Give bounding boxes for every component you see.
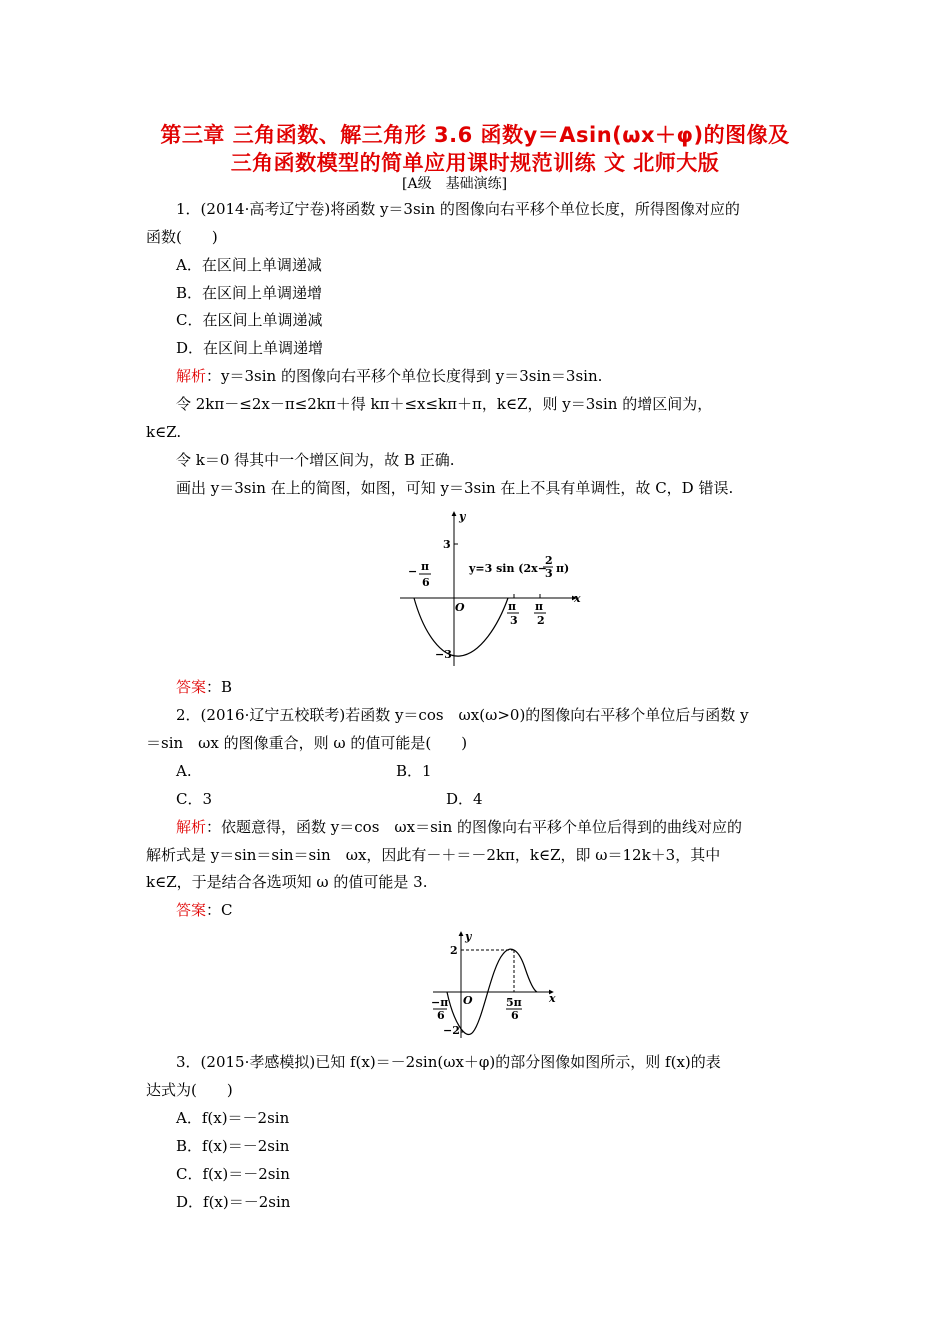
q2-answer-text: ：C bbox=[206, 901, 233, 919]
q1-analysis-label: 解析 bbox=[176, 367, 207, 385]
q1-answer-label: 答案 bbox=[176, 678, 207, 696]
q1-analysis-line-2: 令 2kπ－≤2x－π≤2kπ＋得 kπ＋≤x≤kπ＋π，k∈Z，则 y＝3sin 的增区间为， bbox=[176, 395, 713, 413]
q1-tick-neg3: −3 bbox=[435, 648, 452, 661]
q2-answer bbox=[176, 900, 233, 920]
q1-equation-a: y=3 sin (2x− bbox=[469, 562, 547, 575]
q3-origin-label: O bbox=[463, 994, 473, 1007]
q1-tick-3: 3 bbox=[443, 538, 451, 551]
q2-option-d: D．4 bbox=[446, 790, 483, 808]
q2-stem-line-2: ＝sin ωx 的图像重合，则 ω 的值可能是( ) bbox=[146, 734, 468, 752]
title-line-1: 第三章 三角函数、解三角形 3.6 函数y＝Asin(ωx＋φ)的图像及 bbox=[160, 123, 790, 147]
q3-tick-2: 2 bbox=[450, 944, 458, 957]
q1-option-d: D．在区间上单调递增 bbox=[176, 339, 324, 357]
q1-equation-num: 2 bbox=[545, 554, 553, 567]
q3-option-d: D．f(x)＝－2sin bbox=[176, 1193, 291, 1211]
q3-tick-five-pi: 5π bbox=[506, 996, 522, 1009]
q1-option-a: A．在区间上单调递减 bbox=[176, 256, 322, 274]
q1-tick-neg-sign: − bbox=[408, 565, 418, 578]
q1-option-b: B．在区间上单调递增 bbox=[176, 284, 323, 302]
q3-stem-line-2: 达式为( ) bbox=[146, 1081, 233, 1099]
q1-option-c: C．在区间上单调递减 bbox=[176, 311, 323, 329]
q1-stem-line-1: 1．(2014·高考辽宁卷)将函数 y＝3sin 的图像向右平移个单位长度，所得图像对应的 bbox=[176, 200, 740, 218]
q1-tick-pi-3: π bbox=[535, 600, 544, 613]
q1-tick-three-d: 3 bbox=[510, 614, 518, 627]
q2-analysis-line-1 bbox=[176, 817, 742, 837]
q3-tick-neg-pi: −π bbox=[431, 996, 449, 1009]
q3-option-b: B．f(x)＝－2sin bbox=[176, 1137, 290, 1155]
q1-analysis-line-3: k∈Z. bbox=[146, 423, 182, 441]
q3-tick-neg2: −2 bbox=[443, 1024, 460, 1037]
q3-stem-line-1: 3．(2015·孝感模拟)已知 f(x)＝－2sin(ωx＋φ)的部分图像如图所示，则 f(x)的表 bbox=[176, 1053, 721, 1071]
title-line-2: 三角函数模型的简单应用课时规范训练 文 北师大版 bbox=[230, 151, 720, 175]
q1-answer-text: ：B bbox=[206, 678, 233, 696]
q2-analysis-text-1: ：依题意得，函数 y＝cos ωx＝sin 的图像向右平移个单位后得到的曲线对应的 bbox=[206, 818, 743, 836]
q1-origin-label: O bbox=[455, 601, 465, 614]
q2-analysis-label: 解析 bbox=[176, 818, 207, 836]
q1-tick-six: 6 bbox=[422, 576, 430, 589]
q1-analysis-line-4: 令 k＝0 得其中一个增区间为，故 B 正确. bbox=[176, 451, 455, 469]
level-label: [A级 基础演练] bbox=[402, 176, 508, 192]
q3-tick-six: 6 bbox=[437, 1009, 445, 1022]
q1-analysis-text-1: ：y＝3sin 的图像向右平移个单位长度得到 y＝3sin＝3sin. bbox=[206, 367, 603, 385]
q3-y-label: y bbox=[465, 930, 472, 943]
q2-option-c: C．3 bbox=[176, 790, 213, 808]
q1-equation-den: 3 bbox=[545, 567, 553, 580]
q3-tick-six-b: 6 bbox=[511, 1009, 519, 1022]
q2-analysis-line-2: 解析式是 y＝sin＝sin＝sin ωx，因此有－＋＝－2kπ，k∈Z，即 ω＝12k＋3，其中 bbox=[146, 846, 721, 864]
q3-option-a: A．f(x)＝－2sin bbox=[176, 1109, 290, 1127]
q2-option-a: A. bbox=[176, 762, 192, 780]
q2-answer-label: 答案 bbox=[176, 901, 207, 919]
q2-stem-line-1: 2．(2016·辽宁五校联考)若函数 y＝cos ωx(ω>0)的图像向右平移个单位后与函数 y bbox=[176, 706, 749, 724]
q1-stem-line-2: 函数( ) bbox=[146, 228, 218, 246]
q1-x-label: x bbox=[574, 592, 581, 605]
q1-y-label: y bbox=[459, 510, 466, 523]
q3-x-label: x bbox=[549, 992, 556, 1005]
q1-tick-pi-1: π bbox=[421, 560, 430, 573]
q1-tick-two: 2 bbox=[537, 614, 545, 627]
q3-option-c: C．f(x)＝－2sin bbox=[176, 1165, 290, 1183]
q1-tick-pi-2: π bbox=[508, 600, 517, 613]
q3-sine-graph bbox=[425, 928, 561, 1040]
q1-analysis-line-5: 画出 y＝3sin 在上的简图，如图，可知 y＝3sin 在上不具有单调性，故 C，D 错误. bbox=[176, 479, 734, 497]
q1-answer bbox=[176, 677, 232, 697]
q2-option-b: B．1 bbox=[396, 762, 432, 780]
q1-analysis-line-1 bbox=[176, 366, 602, 386]
q2-analysis-line-3: k∈Z，于是结合各选项知 ω 的值可能是 3. bbox=[146, 873, 428, 891]
q1-equation-b: π) bbox=[556, 562, 570, 575]
q1-sine-graph bbox=[398, 506, 584, 668]
